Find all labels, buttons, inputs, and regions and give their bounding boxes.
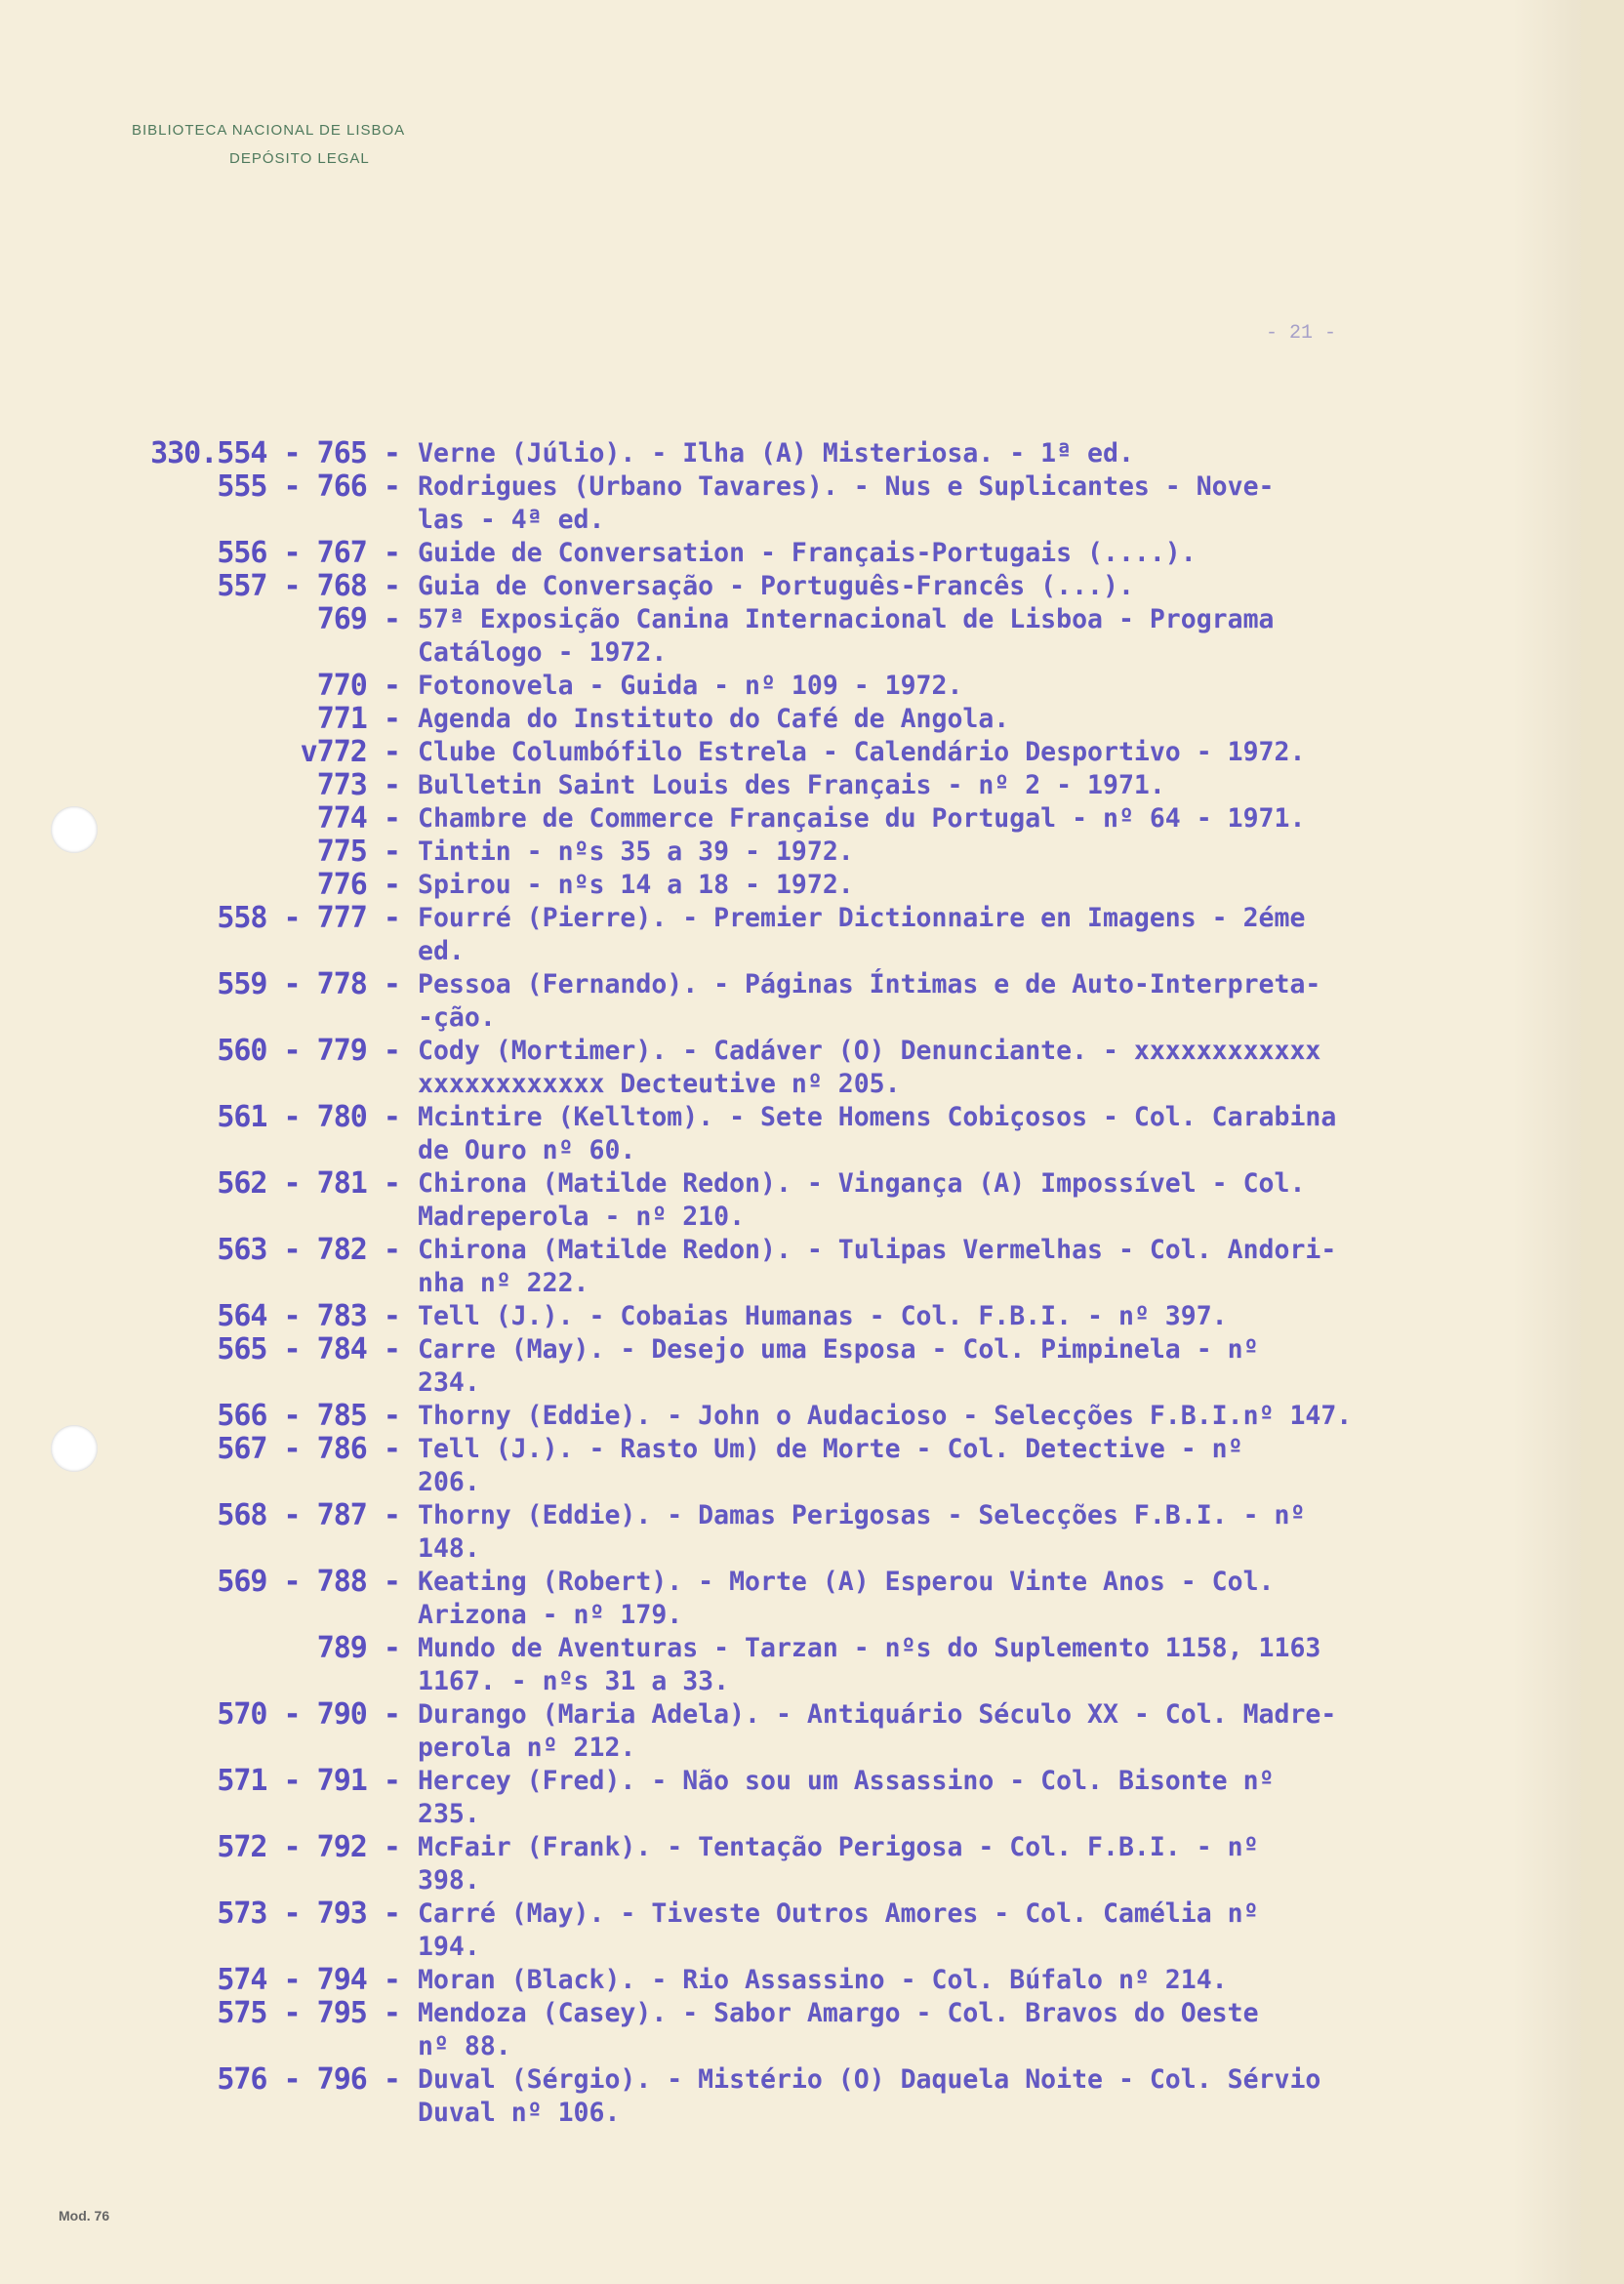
- catalog-entry: [107, 1167, 1581, 1234]
- entry-line: Mendoza (Casey). - Sabor Amargo - Col. Bravos do Oeste: [418, 1998, 1259, 2028]
- entry-text: [418, 1632, 1581, 1698]
- entry-text: [418, 2063, 1581, 2130]
- catalog-entry: [107, 1234, 1581, 1300]
- entry-line: Agenda do Instituto do Café de Angola.: [418, 704, 1010, 734]
- entry-line: -ção.: [418, 1002, 496, 1033]
- catalog-entry: [107, 1035, 1581, 1101]
- entry-number: 769 -: [316, 602, 400, 636]
- entry-text: [418, 470, 1581, 537]
- entry-text: [418, 1167, 1581, 1234]
- catalog-entry: [107, 603, 1581, 670]
- entry-text: [418, 703, 1581, 736]
- entry-text: [418, 1234, 1581, 1300]
- catalog-entry: [107, 1400, 1581, 1433]
- entry-line: Fourré (Pierre). - Premier Dictionnaire en Imagens - 2éme: [418, 903, 1306, 933]
- entry-number: 574 - 794 -: [217, 1963, 400, 1997]
- catalog-entry: [107, 802, 1581, 836]
- entry-text: [418, 1765, 1581, 1831]
- entry-line: Pessoa (Fernando). - Páginas Íntimas e de Auto-Interpreta-: [418, 969, 1321, 999]
- catalog-entry: [107, 2063, 1581, 2130]
- entry-number: 564 - 783 -: [217, 1299, 400, 1333]
- page-number: - 21 -: [1266, 322, 1337, 345]
- entry-number: 573 - 793 -: [217, 1897, 400, 1931]
- entry-line: las - 4ª ed.: [418, 505, 605, 535]
- entry-line: ed.: [418, 936, 465, 966]
- catalog-entry: [107, 1897, 1581, 1964]
- entry-line: Clube Columbófilo Estrela - Calendário Desportivo - 1972.: [418, 737, 1306, 767]
- catalog-entry: [107, 703, 1581, 736]
- entry-line: Keating (Robert). - Morte (A) Esperou Vinte Anos - Col.: [418, 1567, 1275, 1597]
- entry-line: Hercey (Fred). - Não sou um Assassino - Col. Bisonte nº: [418, 1766, 1275, 1796]
- entry-line: Chambre de Commerce Française du Portugal - nº 64 - 1971.: [418, 803, 1306, 834]
- entry-text: [418, 1400, 1581, 1433]
- entry-text: [418, 1300, 1581, 1333]
- punch-hole: [51, 806, 98, 853]
- entry-line: Verne (Júlio). - Ilha (A) Misteriosa. - 1ª ed.: [418, 438, 1134, 469]
- entry-line: Duval nº 106.: [418, 2098, 621, 2128]
- entry-number: v772 -: [300, 735, 400, 769]
- entry-text: [418, 736, 1581, 769]
- entry-number: 565 - 784 -: [217, 1332, 400, 1366]
- entry-line: 206.: [418, 1467, 480, 1497]
- entry-line: McFair (Frank). - Tentação Perigosa - Col. F.B.I. - nº: [418, 1832, 1259, 1862]
- catalog-entry: [107, 470, 1581, 537]
- catalog-entry: [107, 1300, 1581, 1333]
- entry-text: [418, 1566, 1581, 1632]
- entry-text: [418, 537, 1581, 570]
- entry-number: 568 - 787 -: [217, 1498, 400, 1532]
- entry-line: Guia de Conversação - Português-Francês (...).: [418, 571, 1134, 601]
- catalog-entry: [107, 537, 1581, 570]
- entry-number: 569 - 788 -: [217, 1565, 400, 1599]
- entry-number: 562 - 781 -: [217, 1166, 400, 1201]
- entry-text: [418, 1499, 1581, 1566]
- entry-number: 330.554 - 765 -: [150, 436, 400, 470]
- entry-text: [418, 836, 1581, 869]
- entry-number: 567 - 786 -: [217, 1432, 400, 1466]
- entry-line: Moran (Black). - Rio Assassino - Col. Búfalo nº 214.: [418, 1965, 1228, 1995]
- entry-list: [107, 437, 1581, 2130]
- entry-text: [418, 968, 1581, 1035]
- catalog-entry: [107, 1101, 1581, 1167]
- form-model-label: Mod. 76: [59, 2208, 110, 2223]
- entry-text: [418, 1433, 1581, 1499]
- entry-line: de Ouro nº 60.: [418, 1135, 636, 1165]
- entry-number: 555 - 766 -: [217, 469, 400, 504]
- catalog-entry: [107, 902, 1581, 968]
- entry-number: 771 -: [316, 702, 400, 736]
- entry-line: Rodrigues (Urbano Tavares). - Nus e Suplicantes - Nove-: [418, 471, 1275, 502]
- catalog-entry: [107, 670, 1581, 703]
- entry-line: Tell (J.). - Rasto Um) de Morte - Col. Detective - nº: [418, 1434, 1243, 1464]
- entry-line: Catálogo - 1972.: [418, 637, 668, 668]
- entry-number: 559 - 778 -: [217, 967, 400, 1001]
- entry-number: 776 -: [316, 868, 400, 902]
- entry-text: [418, 769, 1581, 802]
- entry-text: [418, 670, 1581, 703]
- letterhead-department: DEPÓSITO LEGAL: [229, 150, 370, 167]
- catalog-entry: [107, 1964, 1581, 1997]
- entry-number: 774 -: [316, 801, 400, 836]
- entry-line: Carré (May). - Tiveste Outros Amores - Col. Camélia nº: [418, 1898, 1259, 1929]
- entry-line: Durango (Maria Adela). - Antiquário Século XX - Col. Madre-: [418, 1699, 1337, 1730]
- catalog-entry: [107, 1433, 1581, 1499]
- entry-text: [418, 1964, 1581, 1997]
- entry-line: 1167. - nºs 31 a 33.: [418, 1666, 730, 1696]
- entry-number: 566 - 785 -: [217, 1399, 400, 1433]
- entry-line: 234.: [418, 1367, 480, 1398]
- entry-line: perola nº 212.: [418, 1733, 636, 1763]
- entry-line: 194.: [418, 1932, 480, 1962]
- catalog-entry: [107, 437, 1581, 470]
- entry-number: 563 - 782 -: [217, 1233, 400, 1267]
- entry-line: xxxxxxxxxxxx Decteutive nº 205.: [418, 1069, 901, 1099]
- entry-number: 575 - 795 -: [217, 1996, 400, 2030]
- entry-line: Thorny (Eddie). - John o Audacioso - Selecções F.B.I.nº 147.: [418, 1401, 1353, 1431]
- entry-line: Fotonovela - Guida - nº 109 - 1972.: [418, 671, 963, 701]
- entry-number: 561 - 780 -: [217, 1100, 400, 1134]
- entry-line: Bulletin Saint Louis des Français - nº 2 - 1971.: [418, 770, 1165, 800]
- entry-text: [418, 1831, 1581, 1897]
- entry-text: [418, 437, 1581, 470]
- catalog-entry: [107, 1632, 1581, 1698]
- entry-line: 57ª Exposição Canina Internacional de Lisboa - Programa: [418, 604, 1275, 634]
- entry-line: 148.: [418, 1533, 480, 1564]
- catalog-entry: [107, 836, 1581, 869]
- catalog-entry: [107, 1997, 1581, 2063]
- entry-line: Spirou - nºs 14 a 18 - 1972.: [418, 870, 854, 900]
- catalog-entry: [107, 1333, 1581, 1400]
- entry-number: 775 -: [316, 835, 400, 869]
- entry-number: 572 - 792 -: [217, 1830, 400, 1864]
- entry-text: [418, 902, 1581, 968]
- entry-line: 398.: [418, 1865, 480, 1896]
- entry-number: 576 - 796 -: [217, 2062, 400, 2097]
- entry-line: Duval (Sérgio). - Mistério (O) Daquela Noite - Col. Sérvio: [418, 2064, 1321, 2095]
- punch-hole: [51, 1425, 98, 1472]
- entry-line: Arizona - nº 179.: [418, 1600, 683, 1630]
- entry-text: [418, 1897, 1581, 1964]
- catalog-entry: [107, 968, 1581, 1035]
- entry-text: [418, 1698, 1581, 1765]
- entry-line: Carre (May). - Desejo uma Esposa - Col. Pimpinela - nº: [418, 1334, 1259, 1365]
- entry-number: 770 -: [316, 669, 400, 703]
- entry-number: 570 - 790 -: [217, 1697, 400, 1732]
- entry-number: 556 - 767 -: [217, 536, 400, 570]
- entry-text: [418, 570, 1581, 603]
- entry-line: nº 88.: [418, 2031, 511, 2061]
- catalog-entry: [107, 869, 1581, 902]
- entry-line: Tintin - nºs 35 a 39 - 1972.: [418, 836, 854, 867]
- catalog-entry: [107, 1831, 1581, 1897]
- catalog-entry: [107, 769, 1581, 802]
- entry-line: Chirona (Matilde Redon). - Vingança (A) Impossível - Col.: [418, 1168, 1306, 1199]
- catalog-entry: [107, 570, 1581, 603]
- entry-line: 235.: [418, 1799, 480, 1829]
- entry-line: nha nº 222.: [418, 1268, 589, 1298]
- catalog-entry: [107, 1566, 1581, 1632]
- entry-line: Cody (Mortimer). - Cadáver (O) Denunciante. - xxxxxxxxxxxx: [418, 1036, 1321, 1066]
- entry-number: 558 - 777 -: [217, 901, 400, 935]
- entry-line: Chirona (Matilde Redon). - Tulipas Vermelhas - Col. Andori-: [418, 1235, 1337, 1265]
- entry-text: [418, 603, 1581, 670]
- letterhead-institution: BIBLIOTECA NACIONAL DE LISBOA: [132, 122, 406, 139]
- entry-number: 560 - 779 -: [217, 1034, 400, 1068]
- entry-number: 773 -: [316, 768, 400, 802]
- letterhead: [132, 122, 405, 167]
- entry-text: [418, 1333, 1581, 1400]
- catalog-entry: [107, 1698, 1581, 1765]
- entry-line: Guide de Conversation - Français-Portugais (....).: [418, 538, 1197, 568]
- entry-number: 789 -: [316, 1631, 400, 1665]
- entry-number: 571 - 791 -: [217, 1764, 400, 1798]
- catalog-entry: [107, 736, 1581, 769]
- entry-line: Mundo de Aventuras - Tarzan - nºs do Suplemento 1158, 1163: [418, 1633, 1321, 1663]
- entry-text: [418, 802, 1581, 836]
- entry-text: [418, 1035, 1581, 1101]
- entry-line: Madreperola - nº 210.: [418, 1202, 746, 1232]
- entry-line: Thorny (Eddie). - Damas Perigosas - Selecções F.B.I. - nº: [418, 1500, 1306, 1530]
- entry-line: Tell (J.). - Cobaias Humanas - Col. F.B.I. - nº 397.: [418, 1301, 1228, 1331]
- entry-line: Mcintire (Kelltom). - Sete Homens Cobiçosos - Col. Carabina: [418, 1102, 1337, 1132]
- entry-number: 557 - 768 -: [217, 569, 400, 603]
- catalog-entry: [107, 1765, 1581, 1831]
- entry-text: [418, 1997, 1581, 2063]
- catalog-entry: [107, 1499, 1581, 1566]
- entry-text: [418, 869, 1581, 902]
- entry-text: [418, 1101, 1581, 1167]
